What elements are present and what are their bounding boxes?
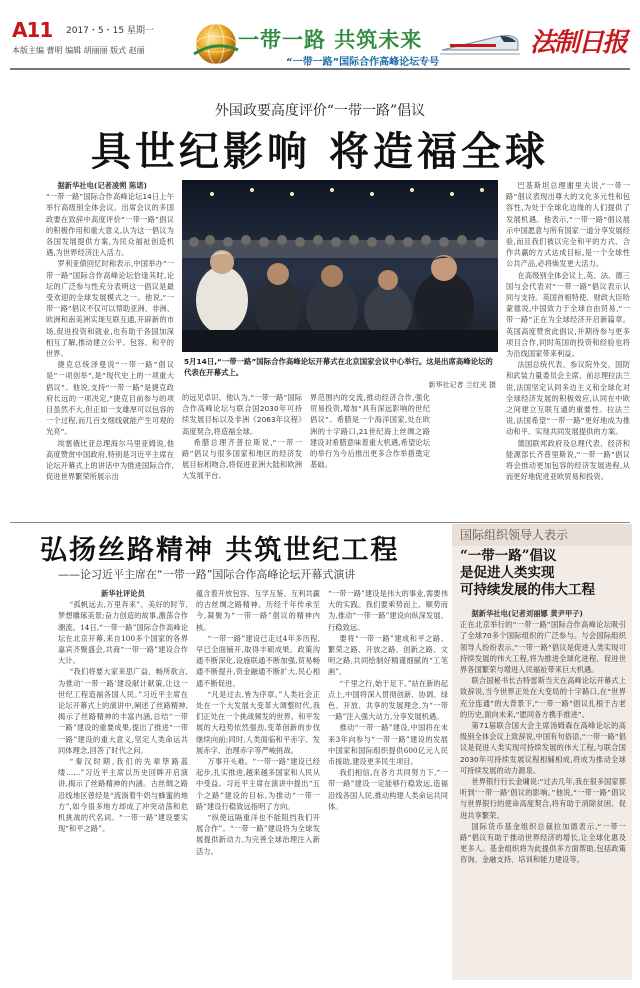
article1-col1-para3: 捷克总统泽曼说“一带一路”倡议是“一项创举”,是“现代史上的一项重大倡议”。他说,支持“一带一路”是捷克政府长远的一项决定,“捷克目前参与的项目虽然不大,但正如一支雄厚可以包容的一个过程,而几百支细线就能产生可观的光亮”。 [46, 360, 174, 437]
sidebar-headline-line3: 可持续发展的伟大工程 [460, 582, 595, 598]
article2-col3 [328, 588, 448, 980]
article1-col2-para2: 希腊总理齐普拉斯说,“一带一路”倡议与很多国家和地区的经济发展目标相吻合,将促进亚洲大陆和欧洲大发展平台。 [182, 437, 302, 481]
page-number: A11 [12, 18, 53, 42]
article2-col3-para1: “一带一路”建设是伟大的事业,需要伟大的实践。我们要乘势而上、顺势而为,推动“一带一路”建设向纵深发展、行稳致远。 [328, 589, 448, 632]
article2-col2-para3: “凡是过去,皆为序章。”人类社会正处在一个大发展大变革大调整时代,我们正处在一个挑战频发的世界。和平发展的大趋势依然强劲,变革创新的步伐继续向前;同时,人类面临和平赤字、发展赤字、治理赤字等严峻挑战。 [196, 689, 320, 755]
article2-headline: 弘扬丝路精神 共筑世纪工程 [40, 535, 400, 566]
article2-col1-para2: “我们将要大家来思广益、畅所欲言,为推动‘一带一路’建设献计献策,让这一世纪工程造福各国人民。”习近平主席在论坛开幕式上的演讲中,阐述了丝路精神,揭示了丝路精神的丰富内涵,总结“一带一路”建设的重要成果,提出了推进“一带一路”建设的重大意义,坚定人类命运共同体理念,回答了时代之问。 [58, 667, 188, 755]
article2-col1 [58, 588, 188, 980]
article1-col2-para1: 的远见卓识。他认为,“一带一路”国际合作高峰论坛与联合国2030年可持续发展目标以及非洲《2063年议程》高度契合,将造福全球。 [182, 393, 302, 436]
conference-photo [182, 180, 498, 352]
article2-col2 [196, 588, 320, 980]
article1-col3-para1: 界范围内的交流,推动经济合作,强化贸易投资,增加“具有深远影响的世纪倡议”。希腊是一个海洋国家,处在欧洲的十字路口,21世纪海上丝绸之路建设对希腊意味着重大机遇,希望论坛的举行为今后推出更多合作举措奠定基础。 [310, 393, 430, 470]
sidebar-para3: 第71届联合国大会主席汤姆森在高峰论坛的高级别全体会议上致辞说,中国有句俗语,“一带一路”倡议是促进人类实现可持续发展的伟大工程,与联合国2030年可持续发展议程相辅相成,将成为推动全球可持续发展的动力源泉。 [460, 721, 626, 775]
article1-col4-para3: 法国总统代表、参议院外交、国防和武装力量委员会主席、前总理拉法兰说,法国坚定认同多边主义和全球化对全球经济发展的积极效应,认同在中欧之间建立互联互通的重要性。拉法兰说,法国希望“一带一路”更好地成为推动和平、实现共同发展提供的方案。 [506, 360, 630, 437]
article1-kicker: 外国政要高度评价“一带一路”倡议 [214, 103, 426, 119]
article1-col1-para4: 埃塞俄比亚总理海尔马里亚姆说,他高度赞赏中国政府,特别是习近平主席在论坛开幕式上的讲话中为推进国际合作,促进世界繁荣所展示出 [46, 438, 174, 482]
photo-caption [184, 356, 496, 378]
globe-emblem-icon [192, 20, 240, 68]
audience-photo-image [182, 180, 498, 352]
article2-col2-para2: “一带一路”建设已走过4年多历程,早已全面铺开,取得丰硕成果。政策沟通不断深化,设施联通不断加强,贸易畅通不断提升,资金融通不断扩大,民心相通不断促进。 [196, 633, 320, 688]
article2-byline: 新华社评论员 [101, 589, 145, 598]
sidebar-body [460, 608, 626, 980]
photo-caption-text: 5月14日,“一带一路”国际合作高峰论坛开幕式在北京国家会议中心举行。这是出席高峰论坛的代表在开幕式上。 [184, 357, 493, 377]
sidebar-para1: 正在北京举行的“一带一路”国际合作高峰论坛吸引了全球70多个国际组织的广泛参与。与会国际组织领导人纷纷表示,“一带一路”倡议是促进人类实现可持续发展的伟大工程,将为推进全球化进程、促进世界各国繁荣与增进人民福祉带来巨大机遇。 [460, 620, 626, 675]
section-divider [10, 522, 630, 523]
article1-col1 [46, 180, 174, 518]
banner-subtitle: “一带一路”国际合作高峰论坛专号 [286, 57, 440, 68]
sidebar-byline: 据新华社电(记者刘丽娜 黄尹甲子) [471, 609, 583, 618]
sidebar-headline-line1: “一带一路”倡议 [460, 548, 557, 564]
banner-title [238, 24, 422, 54]
article2-col2-para5: “纵使远隔重洋也不能阻挡我们开展合作”。“一带一路”建设将为全球发展提供新动力,为完善全球治理注入新活力。 [196, 813, 320, 856]
sidebar-para2: 联合国秘书长古特雷斯当天在高峰论坛开幕式上致辞说,当今世界正处在大变局的十字路口,在“世界充分连通”的大背景下,“一带一路”倡议扎根于古老的历史,面向未来,“愿同各方携手推进”。 [460, 676, 626, 719]
sidebar-para4: 世界银行行长金墉说:“过去几年,我在很多国家都听到‘一带一路’倡议的影响。”他说,“一带一路”倡议与世界银行的使命高度契合,将有助于消除贫困、促进共享繁荣。 [460, 777, 626, 820]
article2-subhead: ——论习近平主席在“一带一路”国际合作高峰论坛开幕式演讲 [58, 568, 356, 581]
article2-col3-para5: 我们相信,在各方共同努力下,“一带一路”建设一定能够行稳致远,造福沿线各国人民,推动构建人类命运共同体。 [328, 768, 448, 811]
train-icon [440, 16, 520, 60]
banner-title-text: 一带一路 共筑未来 [238, 27, 423, 52]
article2-col2-para4: 万事开头难。“一带一路”建设已经起步,扎实推进,越来越多国家和人民从中受益。习近平主席在演讲中提出“五个之路”建设的目标,为推动“一带一路”建设行稳致远指明了方向。 [196, 757, 320, 811]
sidebar-headline-line2: 是促进人类实现 [460, 565, 555, 581]
article2-col3-para2: 要将“一带一路”建成和平之路、繁荣之路、开放之路、创新之路、文明之路,共同绘制好精谨细腻的“工笔画”。 [328, 633, 448, 677]
article2-col1-para1: “孤帆远去,万里奔来”。美好的时节,梦想雕琢美景;奋力创造的故事,激荡合作潮流。14日,“一带一路”国际合作高峰论坛在北京开幕,来自100多个国家的各界嘉宾齐聚盛会,共商“一带一路”建设合作大计。 [58, 600, 188, 666]
newspaper-logo: 法制日报 [530, 28, 627, 58]
article1-col4-para4: 德国联邦政府及总理代表、经济和能源部长齐普里斯说,“一带一路”倡议将会推动更加包容的经济发展进程,从而更好地促进亚欧贸易和投资。 [506, 438, 630, 482]
sidebar-headline [460, 548, 628, 599]
article1-col4-para1: 巴基斯坦总理谢里夫说,“一带一路”倡议表现出尊大的文化多元性和包容性,为处于全球化边缘的人们提供了发展机遇。他表示,“一带一路”倡议展示中国愿意与所有国家一道分享发展经验,而且我们被以完全和平的方式、合作共赢的方式达成目标,是一个全球性公共产品,必将焕发更大活力。 [506, 181, 630, 269]
issue-date: 2017・5・15 星期一 [66, 26, 154, 36]
article2-col3-para4: 推动“一带一路”建设,中国将在未来3年向参与“一带一路”建设的发展中国家和国际组织提供600亿元人民币援助,建设更多民生项目。 [328, 723, 448, 767]
masthead [0, 0, 640, 70]
masthead-divider [10, 68, 630, 70]
article1-col4 [506, 180, 630, 518]
editor-credits: 本版主编 曹明 编辑 胡丽丽 版式 赵丽 [12, 46, 145, 55]
sidebar-label: 国际组织领导人表示 [452, 524, 632, 546]
article2-col2-para1: 蕴含着开放包容、互学互鉴、互利共赢的古丝绸之路精神。历经千年传承至今,凝聚为“一带一路”倡议的精神内核。 [196, 589, 320, 632]
article2-col3-para3: “千里之行,始于足下。”站在新的起点上,中国将深入贯彻创新、协调、绿色、开放、共享的发展理念,为“一带一路”注入强大动力,分享发展机遇。 [328, 678, 448, 722]
article1-col1-para2: 罗利亚债回忆时称表示,中国举办“一带一路”国际合作高峰论坛恰逢其时,论坛的广泛参与性充分表明这一倡议是最受欢迎的全球发展模式之一。他说,“一带一路”倡议不仅可以帮助亚洲、非洲、欧洲和南美洲实现互联互通,开辟新的市场,促进投资和就业,也有助于各国加深相互了解,推动建立公平、包容、和平的世界。 [46, 259, 174, 359]
photo-credit: 新华社记者 兰红光 摄 [428, 381, 496, 389]
sidebar-para5: 国际货币基金组织总裁拉加德表示,“一带一路”倡议有助于推动世界经济的增长,让全球化惠及更多人。基金组织将为此提供多方面帮助,包括政策咨询、金融支持、培训和能力建设等。 [460, 821, 626, 865]
article1-headline: 具世纪影响 将造福全球 [91, 128, 549, 175]
article1-col4-para2: 在高级别全体会议上,英、法、德三国与会代表对“一带一路”倡议表示认同与支持。英国首相特使、财政大臣哈蒙德说,中国致力于全球自由贸易,“一带一路”正在为全球经济开启新篇章。英国高度赞赏此倡议,并期待参与更多项目合作,同时英国的投资和经验也将为沿线国家带来利益。 [506, 270, 630, 359]
article1-col2 [182, 392, 302, 518]
article1-byline: 据新华社电(记者凌朔 陈诺) [57, 181, 148, 190]
article1-col1-para1: “一带一路”国际合作高峰论坛14日上午举行高级别全体会议。出席会议的多国政要在致辞中高度评价“一带一路”倡议的积极作用和重大意义,认为这一倡议为各国发展提供方案,为民众福祉创造机遇,为世界经济注入活力。 [46, 192, 174, 258]
article1-col3 [310, 392, 430, 518]
article2-col1-para3: “秦汉时期,我们的先辈筚路蓝缕……”习近平主席以历史回眸开启演讲,揭示了丝路精神的内涵。古丝绸之路沿线地区曾经是“流淌着牛奶与蜂蜜的地方”,如今很多地方却成了冲突动荡和危机挑战的代名词。“一带一路”建设要实现“和平之路”。 [58, 757, 188, 834]
